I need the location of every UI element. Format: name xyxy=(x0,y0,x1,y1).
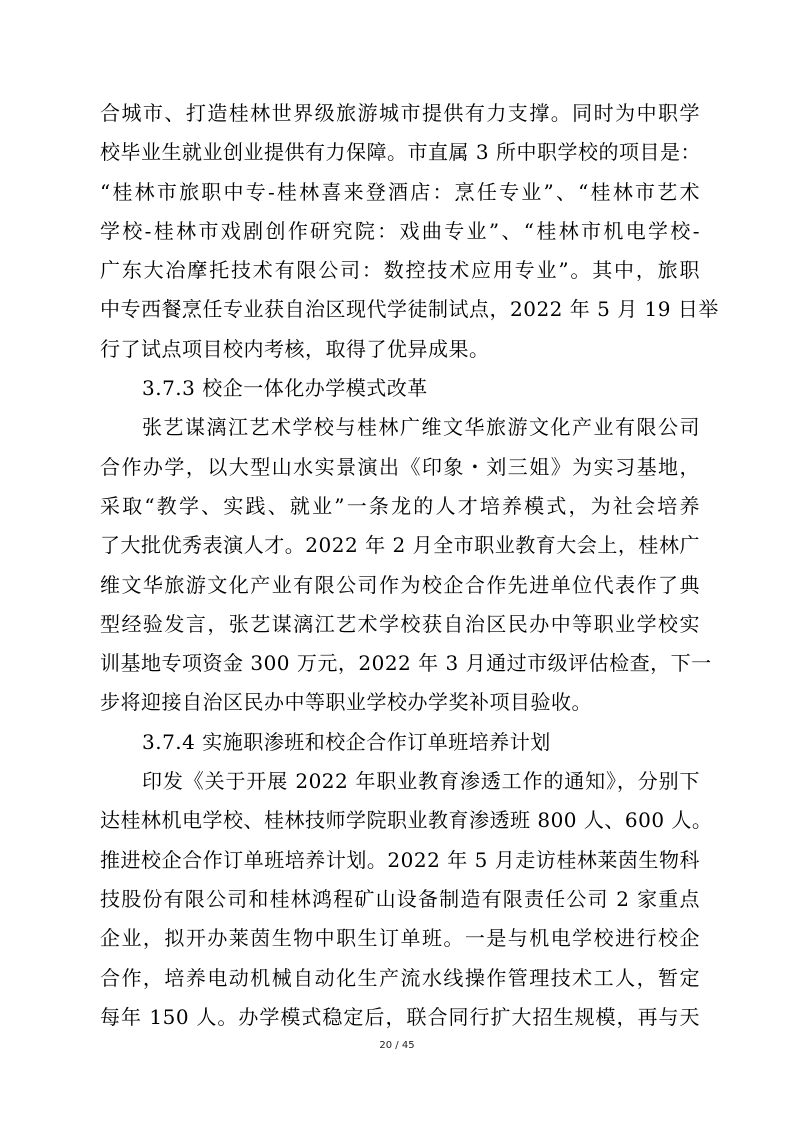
text-line: 每年 150 人。办学模式稳定后，联合同行扩大招生规模，再与天 xyxy=(100,1004,700,1029)
section-heading-3-7-4: 3.7.4 实施职渗班和校企合作订单班培养计划 xyxy=(142,729,551,754)
text-line: 合城市、打造桂林世界级旅游城市提供有力支撑。同时为中职学 xyxy=(100,101,700,125)
section-heading-3-7-3: 3.7.3 校企一体化办学模式改革 xyxy=(142,376,428,401)
text-line: 行了试点项目校内考核，取得了优异成果。 xyxy=(100,336,490,361)
text-line: 合作，培养电动机械自动化生产流水线操作管理技术工人，暂定 xyxy=(100,965,700,990)
text-line: “桂林市旅职中专-桂林喜来登酒店：烹任专业”、“桂林市艺术 xyxy=(100,179,700,204)
text-line: 中专西餐烹任专业获自治区现代学徒制试点，2022 年 5 月 19 日举 xyxy=(100,297,719,322)
text-line: 企业，拟开办莱茵生物中职生订单班。一是与机电学校进行校企 xyxy=(100,926,700,951)
text-line: 张艺谋漓江艺术学校与桂林广维文华旅游文化产业有限公司 xyxy=(142,415,700,440)
document-body xyxy=(100,94,719,1037)
text-line: 校毕业生就业创业提供有力保障。市直属 3 所中职学校的项目是： xyxy=(100,140,701,165)
text-line: 步将迎接自治区民办中等职业学校办学奖补项目验收。 xyxy=(100,690,592,715)
text-line: 训基地专项资金 300 万元，2022 年 3 月通过市级评估检查，下一 xyxy=(100,651,712,676)
text-line: 推进校企合作订单班培养计划。2022 年 5 月走访桂林莱茵生物科 xyxy=(100,847,700,872)
text-line: 学校-桂林市戏剧创作研究院：戏曲专业”、“桂林市机电学校- xyxy=(100,218,700,243)
text-line: 了大批优秀表演人才。2022 年 2 月全市职业教育大会上，桂林广 xyxy=(100,533,700,558)
text-line: 广东大冶摩托技术有限公司：数控技术应用专业”。其中，旅职 xyxy=(100,258,700,283)
text-line: 印发《关于开展 2022 年职业教育渗透工作的通知》，分别下 xyxy=(142,769,700,794)
text-line: 型经验发言，张艺谋漓江艺术学校获自治区民办中等职业学校实 xyxy=(100,611,700,636)
text-line: 维文华旅游文化产业有限公司作为校企合作先进单位代表作了典 xyxy=(100,572,700,597)
text-line: 达桂林机电学校、桂林技师学院职业教育渗透班 800 人、600 人。 xyxy=(100,808,713,833)
page-number: 20 / 45 xyxy=(379,1040,415,1051)
text-line: 合作办学，以大型山水实景演出《印象・刘三姐》为实习基地， xyxy=(100,454,700,479)
text-line: 技股份有限公司和桂林鸿程矿山设备制造有限责任公司 2 家重点 xyxy=(100,886,700,911)
paragraph xyxy=(100,408,712,722)
paragraph xyxy=(100,762,713,1037)
paragraph xyxy=(100,94,719,369)
text-line: 采取“教学、实践、就业”一条龙的人才培养模式，为社会培养 xyxy=(100,493,700,518)
